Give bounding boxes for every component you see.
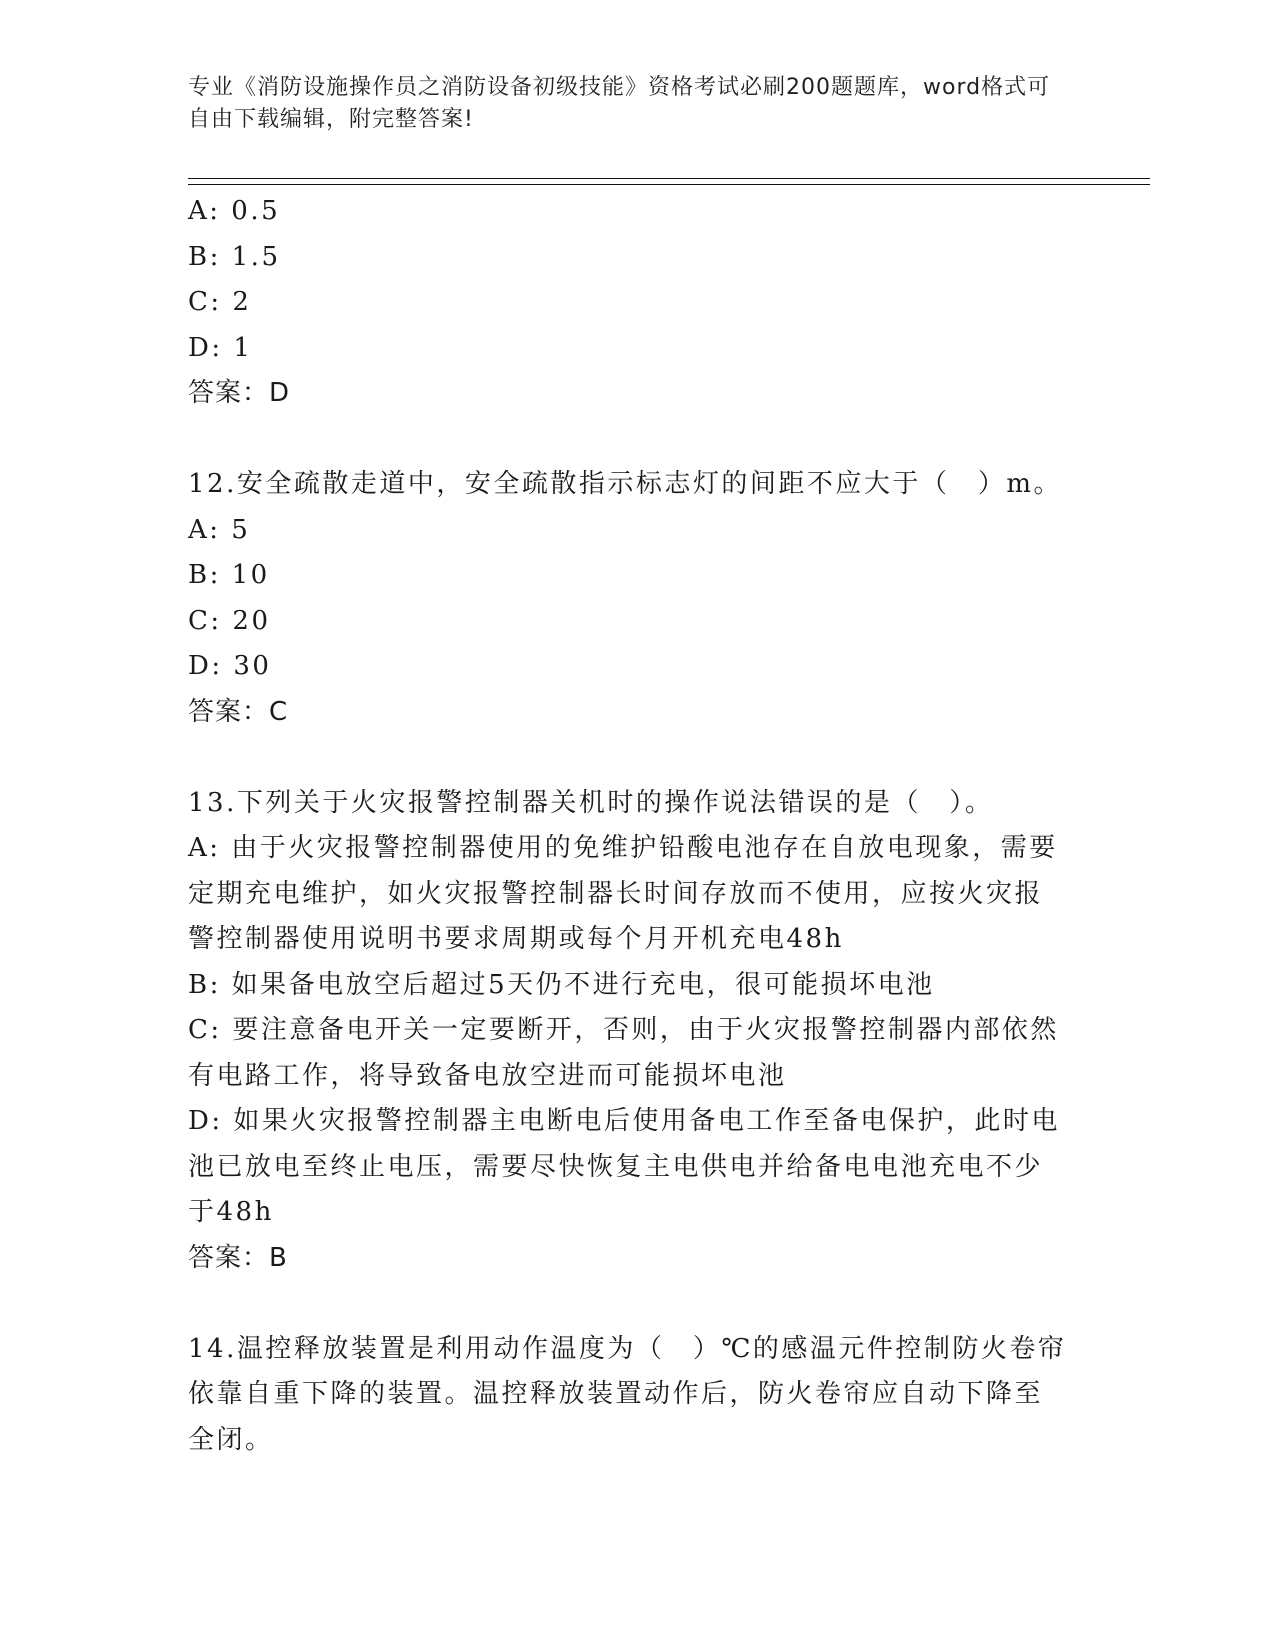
question-text: 12.安全疏散走道中，安全疏散指示标志灯的间距不应大于（ ）m。: [188, 469, 1063, 499]
option-a: A: 由于火灾报警控制器使用的免维护铅酸电池存在自放电现象，需要定期充电维护，如火灾报警控制器长时间存放而不使用，应按火灾报警控制器使用说明书要求周期或每个月开机充电48h: [188, 833, 1058, 954]
answer-label: 答案：B: [188, 1242, 288, 1273]
spacer: [188, 417, 1088, 463]
option-a: A: 0.5: [188, 196, 281, 226]
option-b: B: 10: [188, 560, 270, 590]
answer-label: 答案：C: [188, 696, 289, 727]
option-c: C: 20: [188, 605, 271, 636]
question-text: 14.温控释放装置是利用动作温度为（ ）℃的感温元件控制防火卷帘依靠自重下降的装置。温控释放装置动作后，防火卷帘应自动下降至全闭。: [188, 1333, 1067, 1455]
option-d: D: 1: [188, 332, 253, 363]
question-11: [188, 189, 1088, 417]
question-12: [188, 462, 1088, 735]
header-rule-bottom: [188, 184, 1150, 185]
option-c: C: 要注意备电开关一定要断开，否则，由于火灾报警控制器内部依然有电路工作，将导致备电放空进而可能损坏电池: [188, 1015, 1059, 1091]
question-text: 13.下列关于火灾报警控制器关机时的操作说法错误的是（ ）。: [188, 787, 994, 818]
option-d: D: 30: [188, 651, 272, 681]
option-c: C: 2: [188, 287, 252, 317]
question-13: [188, 781, 1088, 1282]
document-header: 专业《消防设施操作员之消防设备初级技能》资格考试必刷200题题库，word格式可自由下载编辑，附完整答案!: [188, 75, 1051, 132]
option-a: A: 5: [188, 514, 251, 545]
question-list: [188, 189, 1088, 1463]
answer-label: 答案：D: [188, 378, 291, 408]
option-b: B: 如果备电放空后超过5天仍不进行充电，很可能损坏电池: [188, 969, 935, 1000]
spacer: [188, 1281, 1088, 1327]
spacer: [188, 735, 1088, 781]
option-b: B: 1.5: [188, 241, 281, 272]
question-14: [188, 1327, 1088, 1464]
option-d: D: 如果火灾报警控制器主电断电后使用备电工作至备电保护，此时电池已放电至终止电压，需要尽快恢复主电供电并给备电电池充电不少于48h: [188, 1106, 1060, 1227]
header-rule-top: [188, 178, 1150, 179]
